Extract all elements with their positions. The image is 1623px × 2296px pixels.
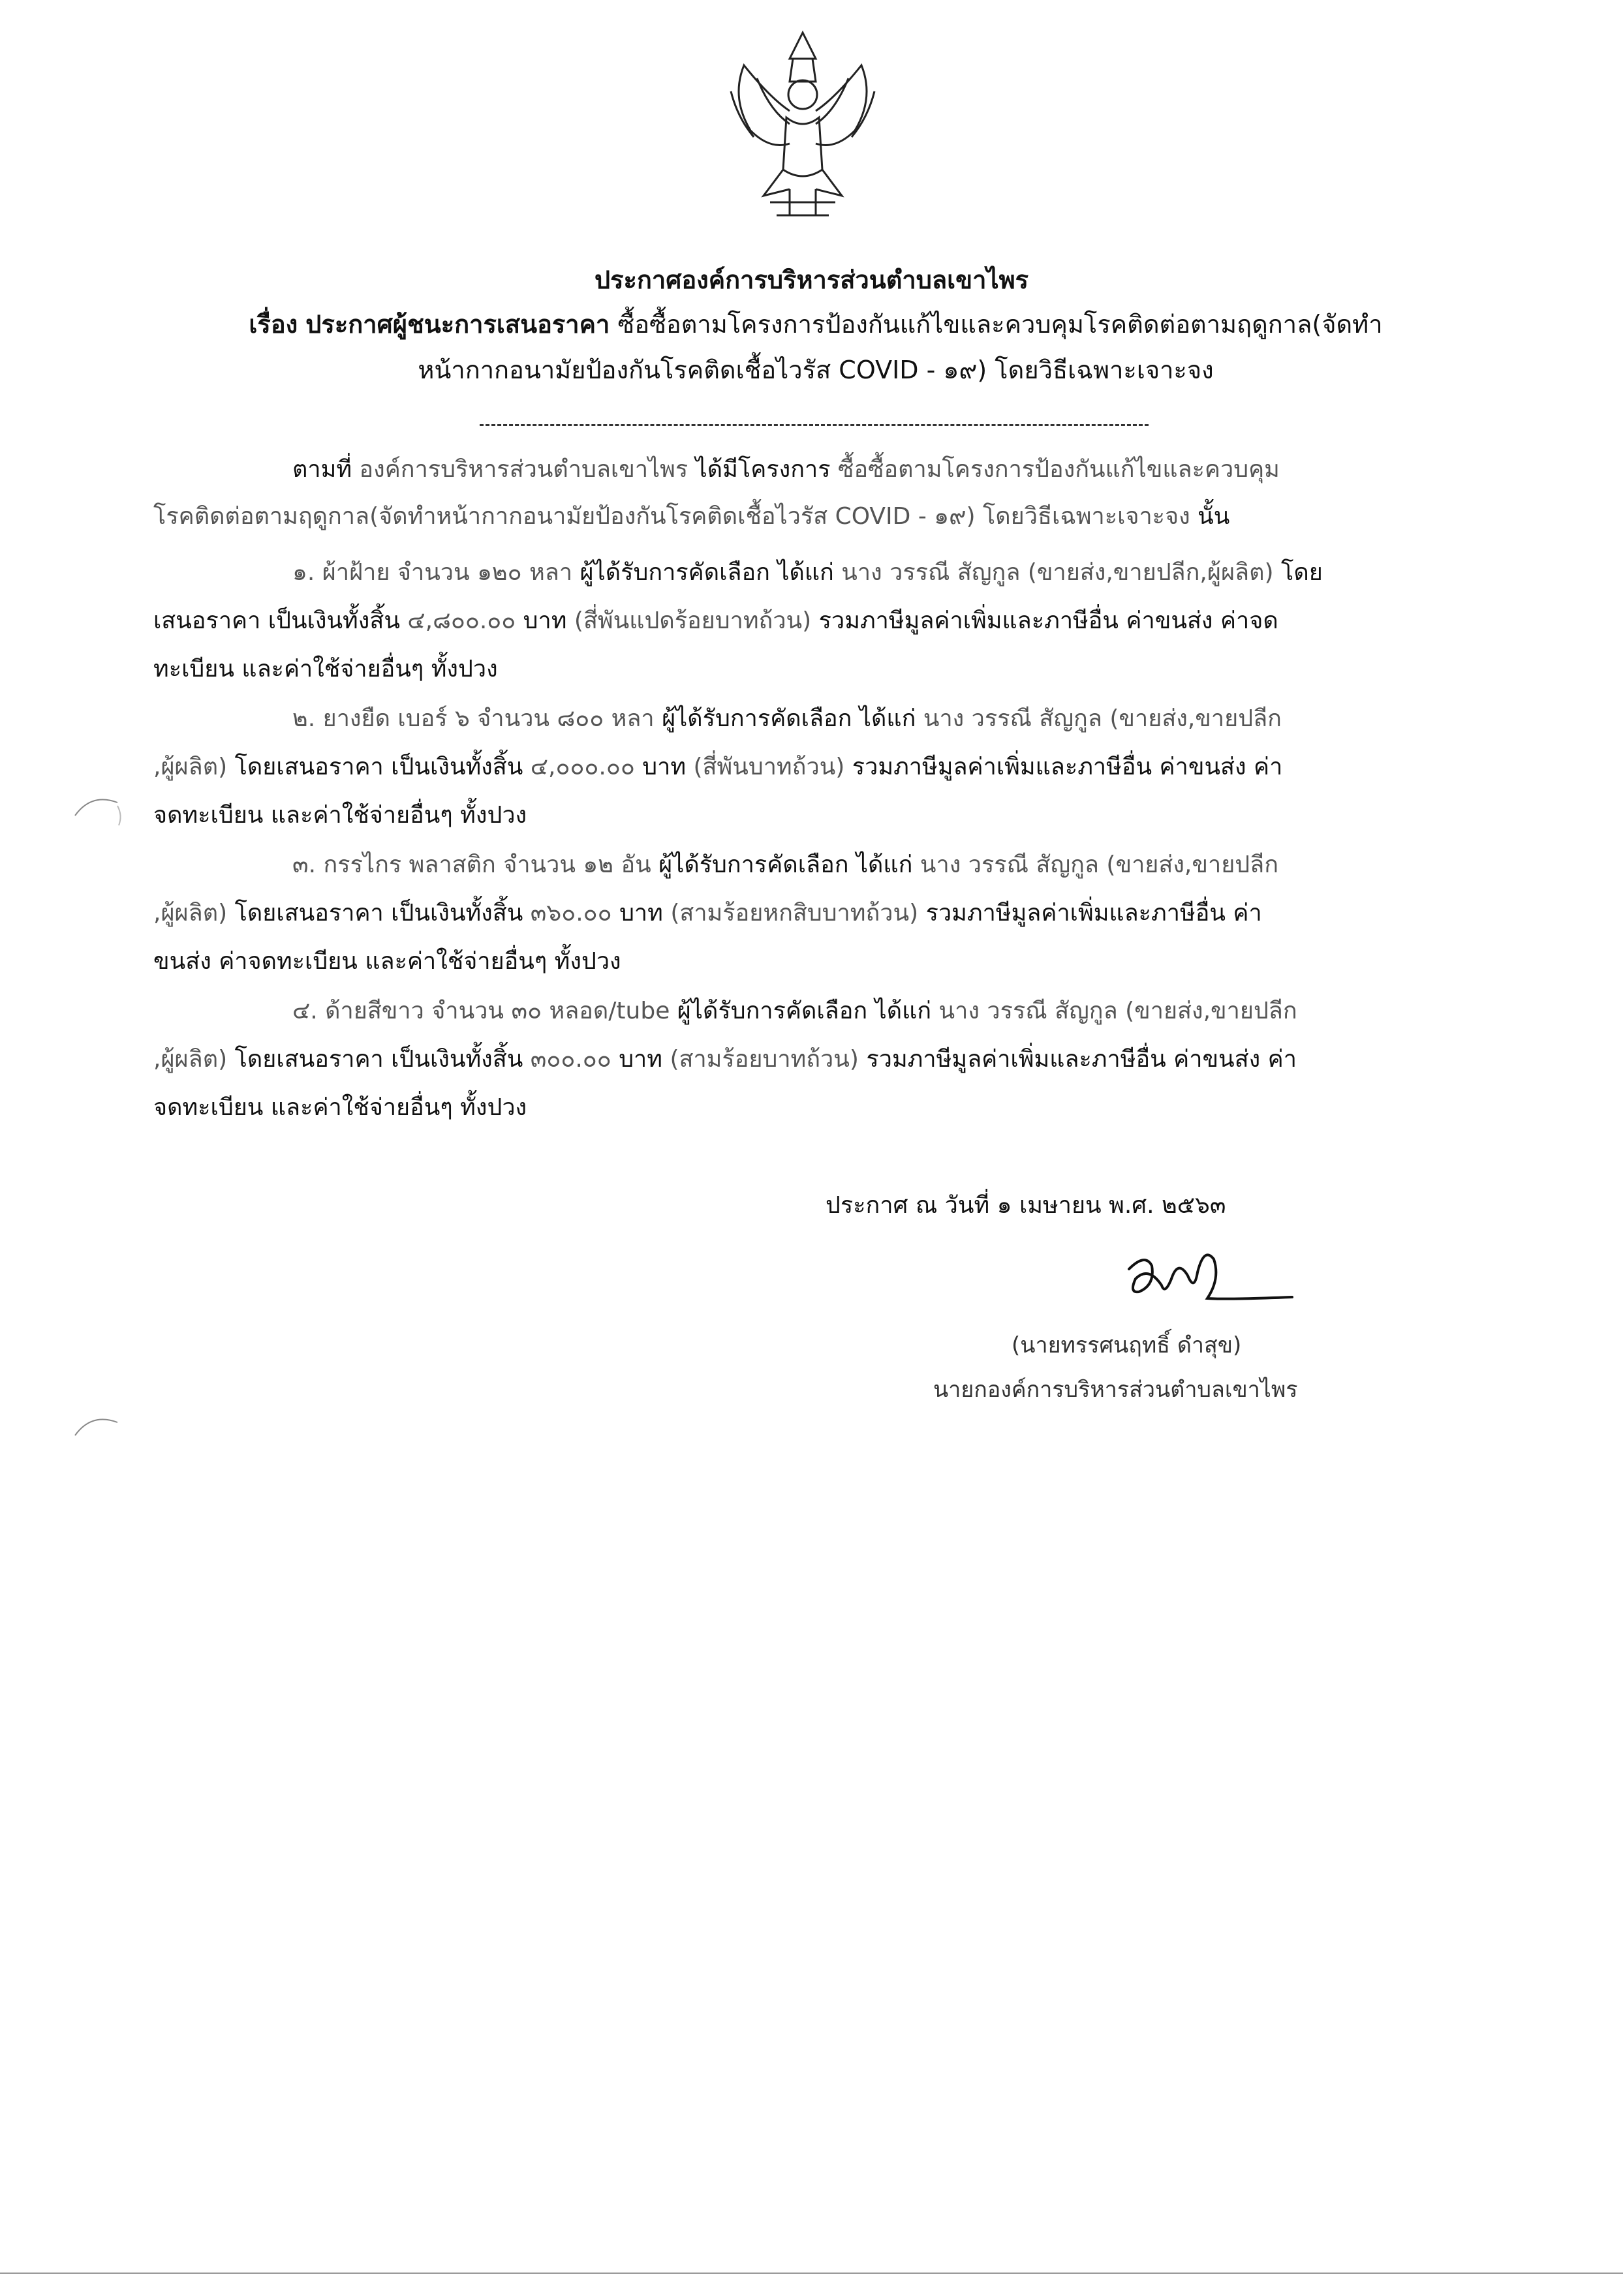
signer-position: นายกองค์การบริหารส่วนตำบลเขาไพร [933,1377,1298,1403]
subject-text-line2: หน้ากากอนามัยป้องกันโรคติดเชื้อไวรัส COVID - ๑๙) โดยวิธีเฉพาะเจาะจง [418,356,1214,384]
item-4-line3: จดทะเบียน และค่าใช้จ่ายอื่นๆ ทั้งปวง [153,1094,527,1121]
scan-edge-line [0,2273,1623,2274]
item-3-line3: ขนส่ง ค่าจดทะเบียน และค่าใช้จ่ายอื่นๆ ทั้งปวง [153,948,621,975]
punch-hole-mark [72,1409,131,1448]
announcement-date: ประกาศ ณ วันที่ ๑ เมษายน พ.ศ. ๒๕๖๓ [826,1192,1226,1219]
punch-hole-mark [72,789,131,829]
signature-icon [1116,1240,1299,1311]
garuda-emblem-icon [692,20,914,235]
item-3-line1: ๓. กรรไกร พลาสติก จำนวน ๑๒ อัน ผู้ได้รับการคัดเลือก ได้แก่ นาง วรรณี สัญกูล (ขายส่ง,ขายปลีก [292,851,1278,878]
intro-line2: โรคติดต่อตามฤดูกาล(จัดทำหน้ากากอนามัยป้องกันโรคติดเชื้อไวรัส COVID - ๑๙) โดยวิธีเฉพาะเจาะจง นั้น [153,503,1230,530]
subject-label: เรื่อง [249,310,298,339]
item-1-line3: ทะเบียน และค่าใช้จ่ายอื่นๆ ทั้งปวง [153,656,498,682]
announcement-subject [163,301,1468,393]
item-3-line2: ,ผู้ผลิต) โดยเสนอราคา เป็นเงินทั้งสิ้น ๓๖๐.๐๐ บาท (สามร้อยหกสิบบาทถ้วน) รวมภาษีมูลค่าเพิ่มและภาษีอื่น ค่า [153,900,1262,926]
item-2-line1: ๒. ยางยืด เบอร์ ๖ จำนวน ๘๐๐ หลา ผู้ได้รับการคัดเลือก ได้แก่ นาง วรรณี สัญกูล (ขายส่ง,ขายปลีก [292,705,1282,732]
item-2-line3: จดทะเบียน และค่าใช้จ่ายอื่นๆ ทั้งปวง [153,802,527,829]
subject-heading: ประกาศผู้ชนะการเสนอราคา [305,310,610,339]
intro-line1: ตามที่ องค์การบริหารส่วนตำบลเขาไพร ได้มีโครงการ ซื้อซื้อตามโครงการป้องกันแก้ไขและควบคุม [292,456,1280,483]
dashed-divider [480,424,1149,426]
item-1-line2: เสนอราคา เป็นเงินทั้งสิ้น ๔,๘๐๐.๐๐ บาท (สี่พันแปดร้อยบาทถ้วน) รวมภาษีมูลค่าเพิ่มและภาษีอื่น ค่าขนส่ง ค่าจด [153,607,1278,634]
signer-name: (นายทรรศนฤทธิ์ ดำสุข) [1012,1332,1242,1358]
subject-text-line1: ซื้อซื้อตามโครงการป้องกันแก้ไขและควบคุมโรคติดต่อตามฤดูกาล(จัดทำ [617,310,1383,339]
item-4-line2: ,ผู้ผลิต) โดยเสนอราคา เป็นเงินทั้งสิ้น ๓๐๐.๐๐ บาท (สามร้อยบาทถ้วน) รวมภาษีมูลค่าเพิ่มและภาษีอื่น ค่าขนส่ง ค่า [153,1046,1297,1073]
item-1-line1: ๑. ผ้าฝ้าย จำนวน ๑๒๐ หลา ผู้ได้รับการคัดเลือก ได้แก่ นาง วรรณี สัญกูล (ขายส่ง,ขายปลีก,ผู้ผลิต) โดย [292,559,1323,586]
announcement-title: ประกาศองค์การบริหารส่วนตำบลเขาไพร [594,266,1029,294]
item-4-line1: ๔. ด้ายสีขาว จำนวน ๓๐ หลอด/tube ผู้ได้รับการคัดเลือก ได้แก่ นาง วรรณี สัญกูล (ขายส่ง,ขายปลีก [292,998,1297,1024]
item-2-line2: ,ผู้ผลิต) โดยเสนอราคา เป็นเงินทั้งสิ้น ๔,๐๐๐.๐๐ บาท (สี่พันบาทถ้วน) รวมภาษีมูลค่าเพิ่มและภาษีอื่น ค่าขนส่ง ค่า [153,754,1283,780]
